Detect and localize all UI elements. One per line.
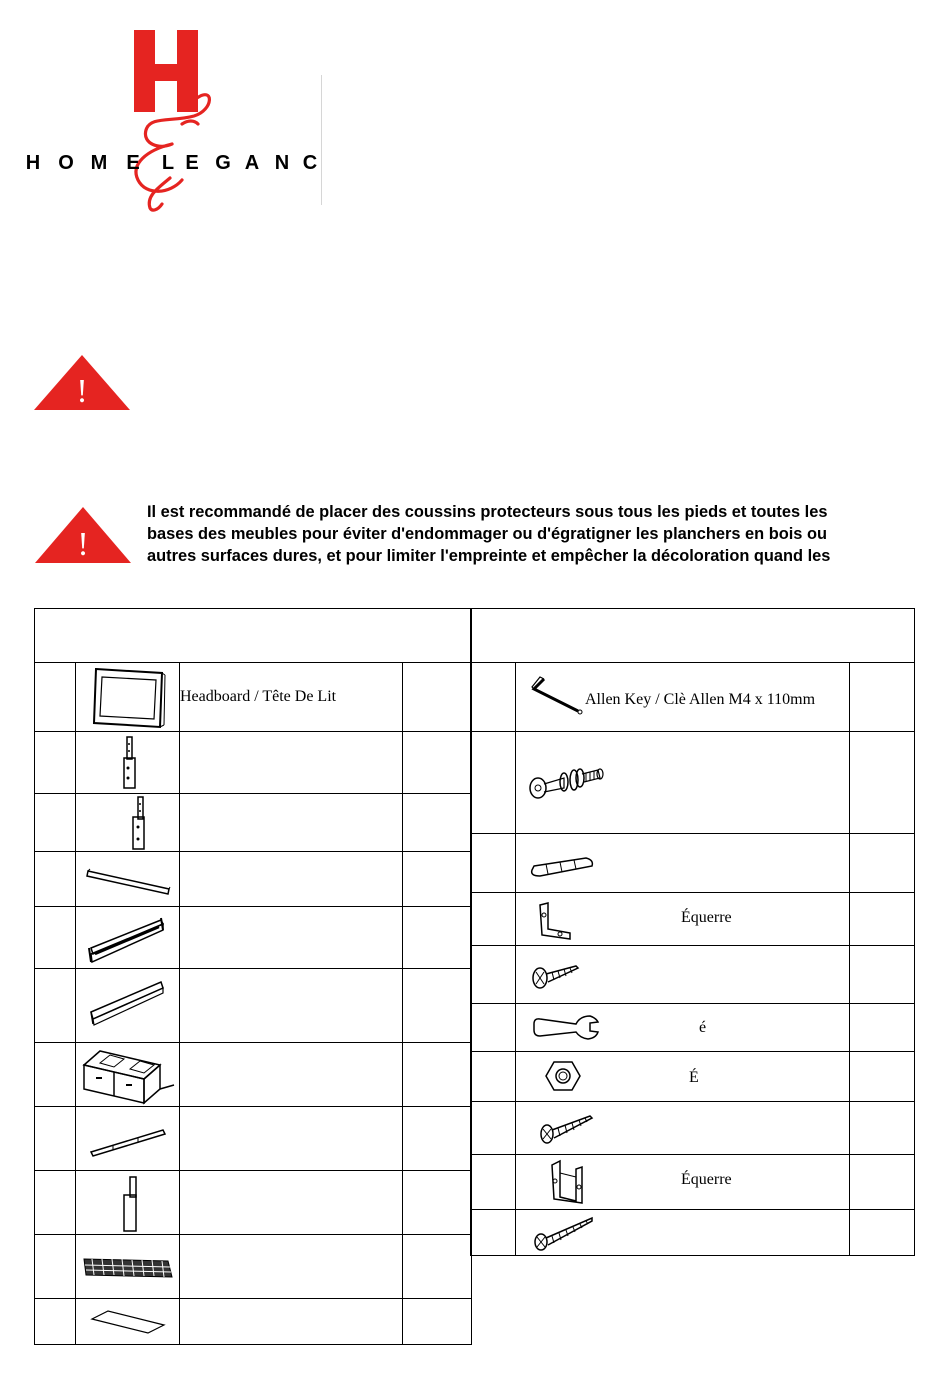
part-label: [180, 1171, 403, 1235]
hardware-letter-cell: [471, 893, 516, 946]
hex-nut-icon: [544, 1060, 584, 1094]
table-row: [35, 794, 472, 852]
allen-key-icon: [528, 673, 590, 719]
hardware-label: Équerre: [681, 909, 732, 926]
hardware-label: Allen Key / Clè Allen M4 x 110mm: [585, 691, 816, 708]
svg-text:A: A: [244, 152, 260, 174]
part-qty-cell: [403, 907, 472, 969]
part-label: [180, 1107, 403, 1171]
warning-line: autres surfaces dures, et pour limiter l'empreinte et empêcher la décoloration quand les: [147, 547, 831, 565]
table-row: [35, 907, 472, 969]
table-row: [35, 969, 472, 1043]
hardware-table-header: [471, 609, 915, 663]
short-screw-icon: [530, 960, 582, 992]
part-label: [180, 852, 403, 907]
flat-board-icon: [88, 1307, 168, 1337]
warning-triangle-icon: [34, 355, 130, 411]
svg-text:C: C: [302, 152, 318, 174]
table-row: [471, 834, 915, 893]
table-row: [35, 1235, 472, 1299]
hardware-table: [470, 608, 915, 1256]
hardware-qty-cell: [850, 946, 915, 1004]
table-row: [35, 1043, 472, 1107]
part-image-cell: [76, 1107, 180, 1171]
hardware-qty-cell: [850, 1155, 915, 1210]
hardware-cell: [516, 1102, 850, 1155]
hardware-letter-cell: [471, 1052, 516, 1102]
part-image-cell: [76, 1299, 180, 1345]
table-row: [35, 732, 472, 794]
hardware-cell: [516, 732, 850, 834]
part-letter-cell: [35, 794, 76, 852]
part-qty-cell: [403, 1043, 472, 1107]
u-bracket-icon: [546, 1159, 588, 1205]
hardware-cell: [516, 1052, 850, 1102]
svg-text:H: H: [25, 152, 41, 174]
warning-line: Il est recommandé de placer des coussins protecteurs sous tous les pieds et toutes les: [147, 503, 828, 521]
homelegance-logo: [22, 28, 322, 213]
hardware-qty-cell: [850, 893, 915, 946]
hardware-letter-cell: [471, 1004, 516, 1052]
part-letter-cell: [35, 969, 76, 1043]
bolt-washer-set-icon: [528, 758, 608, 802]
hardware-letter-cell: [471, 732, 516, 834]
part-letter-cell: [35, 1107, 76, 1171]
hardware-letter-cell: [471, 946, 516, 1004]
svg-text:G: G: [215, 152, 231, 174]
thin-rail-icon: [83, 859, 173, 899]
parts-table: [34, 608, 472, 1345]
part-letter-cell: [35, 1235, 76, 1299]
svg-text:L: L: [161, 152, 175, 174]
part-letter-cell: [35, 852, 76, 907]
hardware-letter-cell: [471, 663, 516, 732]
table-row: [471, 893, 915, 946]
table-row: [35, 852, 472, 907]
hardware-cell: [516, 946, 850, 1004]
part-letter-cell: [35, 1299, 76, 1345]
hardware-qty-cell: [850, 1210, 915, 1256]
part-letter-cell: [35, 663, 76, 732]
part-qty-cell: [403, 1299, 472, 1345]
slat-support-icon: [83, 1114, 173, 1164]
warning-line: bases des meubles pour éviter d'endommager ou d'égratigner les planchers en bois ou: [147, 525, 827, 543]
part-letter-cell: [35, 1043, 76, 1107]
table-row: [471, 1102, 915, 1155]
hardware-letter-cell: [471, 834, 516, 893]
part-label: [180, 1235, 403, 1299]
table-row: [471, 1210, 915, 1256]
part-label: [180, 1299, 403, 1345]
headboard-panel-icon: [88, 665, 168, 729]
table-row: [35, 1171, 472, 1235]
drawer-unit-icon: [80, 1045, 176, 1105]
long-screw-icon: [532, 1216, 596, 1252]
svg-text:E: E: [185, 152, 199, 174]
part-image-cell: [76, 663, 180, 732]
table-row: [471, 1155, 915, 1210]
hardware-qty-cell: [850, 834, 915, 893]
part-label: [180, 969, 403, 1043]
table-row: [471, 732, 915, 834]
svg-text:E: E: [126, 152, 140, 174]
hardware-qty-cell: [850, 1052, 915, 1102]
hardware-letter-cell: [471, 1210, 516, 1256]
part-image-cell: [76, 732, 180, 794]
svg-text:!: !: [77, 526, 89, 563]
table-row: [471, 946, 915, 1004]
part-letter-cell: [35, 732, 76, 794]
part-label: [180, 732, 403, 794]
wrench-icon: [530, 1014, 600, 1042]
part-letter-cell: [35, 907, 76, 969]
hardware-cell: [516, 1210, 850, 1256]
part-letter-cell: [35, 1171, 76, 1235]
table-row: [471, 663, 915, 732]
part-label: [180, 907, 403, 969]
part-image-cell: [76, 1171, 180, 1235]
part-qty-cell: [403, 1235, 472, 1299]
hardware-qty-cell: [850, 732, 915, 834]
hardware-letter-cell: [471, 1102, 516, 1155]
post-bracket-right-icon: [98, 795, 158, 851]
post-bracket-left-icon: [98, 734, 158, 792]
part-qty-cell: [403, 852, 472, 907]
table-row: [35, 1107, 472, 1171]
part-qty-cell: [403, 969, 472, 1043]
part-image-cell: [76, 1235, 180, 1299]
svg-text:N: N: [274, 152, 290, 174]
hardware-letter-cell: [471, 1155, 516, 1210]
part-image-cell: [76, 907, 180, 969]
hardware-cell: [516, 1155, 850, 1210]
wood-screw-icon: [538, 1112, 594, 1146]
hardware-label: É: [689, 1069, 699, 1086]
svg-text:O: O: [58, 152, 74, 174]
part-qty-cell: [403, 732, 472, 794]
part-label: Headboard / Tête De Lit: [180, 663, 403, 732]
part-image-cell: [76, 852, 180, 907]
part-image-cell: [76, 794, 180, 852]
table-row: [471, 1004, 915, 1052]
part-label: [180, 1043, 403, 1107]
hardware-label: é: [699, 1019, 707, 1036]
svg-text:!: !: [76, 373, 88, 410]
part-qty-cell: [403, 794, 472, 852]
hardware-qty-cell: [850, 1102, 915, 1155]
part-qty-cell: [403, 1107, 472, 1171]
parts-table-header: [35, 609, 472, 663]
table-row: [35, 1299, 472, 1345]
slat-roll-icon: [80, 1247, 176, 1287]
part-image-cell: [76, 1043, 180, 1107]
hardware-cell: [516, 663, 850, 732]
l-bracket-icon: [536, 901, 578, 941]
center-leg-icon: [98, 1173, 158, 1233]
side-rail-angle-icon: [83, 974, 173, 1038]
part-label: [180, 794, 403, 852]
hardware-qty-cell: [850, 663, 915, 732]
hardware-cell: [516, 834, 850, 893]
table-row: [35, 663, 472, 732]
side-rail-icon: [83, 910, 173, 966]
part-image-cell: [76, 969, 180, 1043]
svg-text:M: M: [90, 152, 108, 174]
part-qty-cell: [403, 663, 472, 732]
floor-protection-warning: [147, 501, 907, 567]
hardware-cell: [516, 1004, 850, 1052]
part-qty-cell: [403, 1171, 472, 1235]
warning-triangle-icon: [35, 507, 131, 563]
hardware-label: Équerre: [681, 1171, 732, 1188]
wood-dowel-icon: [526, 854, 596, 884]
logo-divider: [321, 75, 322, 205]
table-row: [471, 1052, 915, 1102]
hardware-cell: [516, 893, 850, 946]
hardware-qty-cell: [850, 1004, 915, 1052]
